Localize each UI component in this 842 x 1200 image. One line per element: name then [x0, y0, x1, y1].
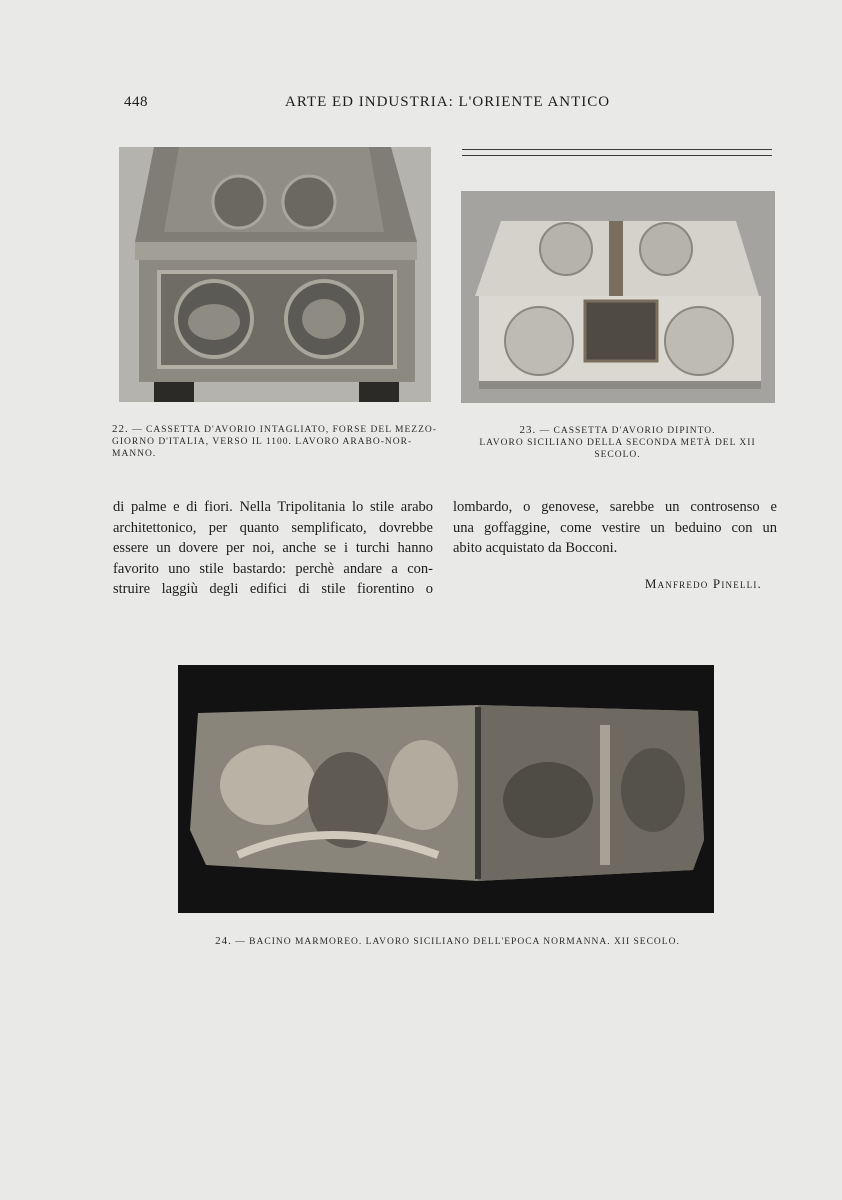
text-line: architettonico, per quanto semplificato, dovrebbe: [113, 519, 433, 536]
carved-casket-image: [119, 147, 431, 402]
figure-23-photo: [461, 191, 775, 403]
text-line: di palme e di fiori. Nella Tripolitania lo stile arabo: [113, 499, 433, 515]
figure-22-caption: [112, 423, 442, 460]
author-signature: Manfredo Pinelli.: [644, 576, 762, 591]
figure-number: 24.: [215, 935, 232, 947]
body-text-left-column: [113, 497, 433, 600]
text-line: una goffaggine, come vestire un beduino con un: [453, 519, 777, 536]
caption-line: — CASSETTA D'AVORIO INTAGLIATO, FORSE DEL MEZZO-: [132, 425, 437, 435]
figure-number: 23.: [519, 424, 537, 436]
text-line: essere un dovere per noi, anche se i turchi hanno: [113, 540, 433, 556]
text-line: struire laggiù degli edifici di stile fiorentino o: [113, 581, 433, 597]
page-number: 448: [124, 94, 148, 110]
figure-24-photo: [178, 665, 714, 913]
text-line: abito acquistato da Bocconi.: [453, 540, 618, 556]
body-text-right-column: [453, 497, 777, 559]
text-line: lombardo, o genovese, sarebbe un controsenso e: [453, 499, 777, 515]
caption-line: LAVORO SICILIANO DELLA SECONDA METÀ DEL XII SECOLO.: [479, 438, 756, 460]
divider-rule: [462, 149, 772, 150]
caption-line: MANNO.: [112, 449, 157, 459]
divider-rule: [462, 155, 772, 156]
caption-line: — BACINO MARMOREO. LAVORO SICILIANO DELL'EPOCA NORMANNA. XII SECOLO.: [235, 937, 680, 947]
figure-number: 22.: [112, 423, 129, 435]
figure-24-caption: [170, 935, 725, 948]
figure-22-photo: [119, 147, 431, 402]
caption-line: GIORNO D'ITALIA, VERSO IL 1100. LAVORO ARABO-NOR-: [112, 437, 413, 447]
figure-23-caption: [455, 424, 780, 461]
painted-casket-image: [461, 191, 775, 403]
marble-basin-image: [178, 665, 714, 913]
running-title: ARTE ED INDUSTRIA: L'ORIENTE ANTICO: [285, 94, 611, 110]
caption-line: — CASSETTA D'AVORIO DIPINTO.: [539, 426, 716, 436]
text-line: favorito uno stile bastardo: perchè andare a con-: [113, 560, 433, 577]
